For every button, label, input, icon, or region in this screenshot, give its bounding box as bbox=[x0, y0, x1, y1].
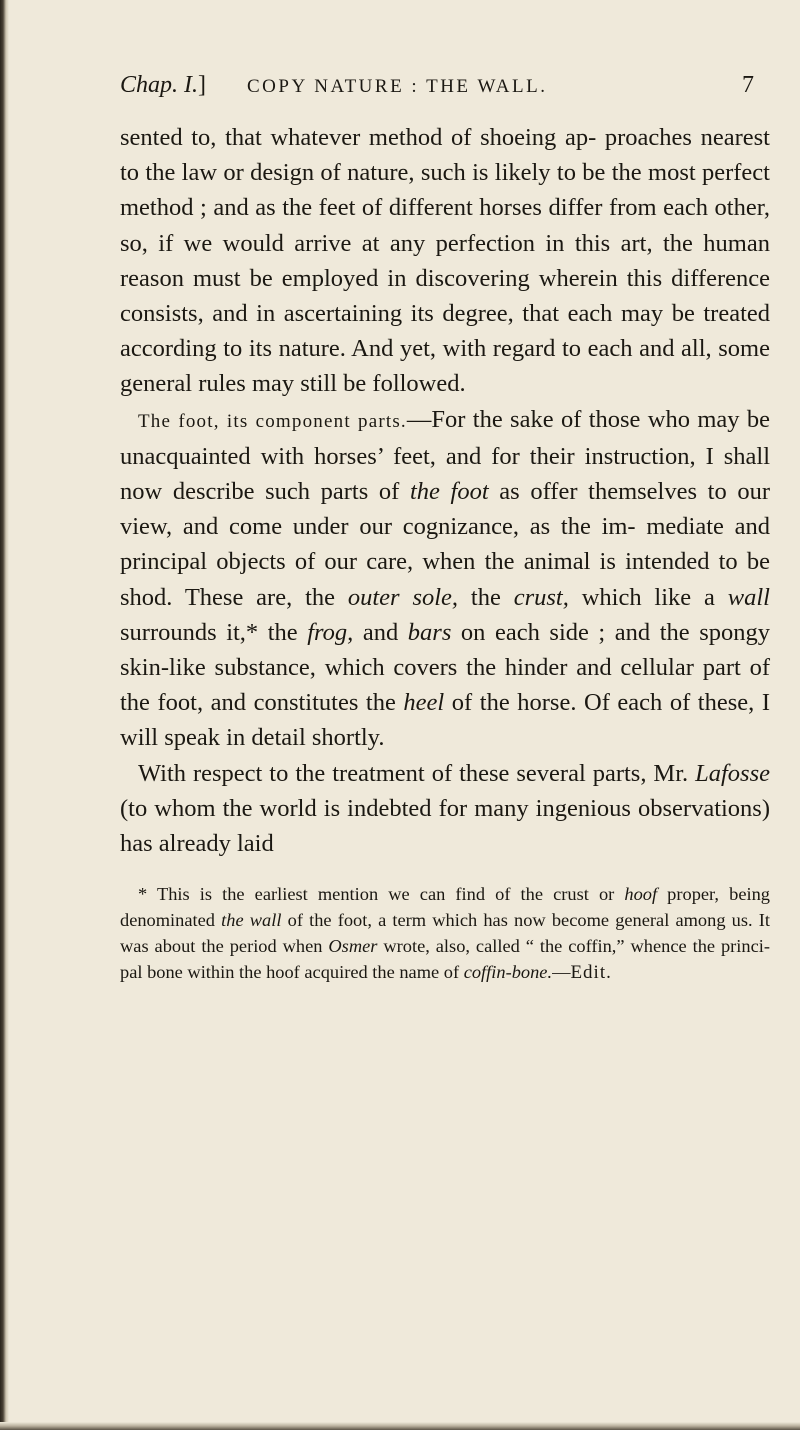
emphasis-run: coffin-bone. bbox=[463, 962, 553, 983]
emphasis-run: wall bbox=[727, 583, 770, 611]
text-run: * This is the earliest mention we can find of the crust or bbox=[138, 884, 625, 905]
text-run: as offer themselves to our view, and come under our cognizance, as the im‑ mediate and principal objects of our care, when the animal is intended to be shod. These are, the bbox=[120, 478, 770, 611]
running-title: COPY NATURE : THE WALL. bbox=[247, 76, 548, 97]
text-run: which like a bbox=[568, 583, 728, 611]
paragraph bbox=[120, 756, 770, 862]
page-gutter-shadow bbox=[0, 0, 9, 1430]
text-run: the bbox=[458, 583, 514, 611]
emphasis-run: crust, bbox=[513, 583, 569, 611]
text-run: With respect to the treatment of these several parts, Mr. bbox=[138, 759, 696, 787]
text-run: of the foot, a term which has now become general among us. It was about the period when bbox=[120, 910, 771, 957]
text-run: (to whom the world is indebted for many ingenious observations) has already laid bbox=[120, 794, 770, 858]
emphasis-run: The foot, its component parts. bbox=[138, 410, 407, 432]
text-run: wrote, also, called “ the coffin,” whence the princi‑ pal bone within the hoof acquired the name of bbox=[120, 936, 771, 983]
page-bottom-edge bbox=[0, 1422, 800, 1430]
emphasis-run: heel bbox=[403, 689, 445, 717]
text-run: — bbox=[552, 962, 571, 983]
chapter-bracket: ] bbox=[198, 72, 207, 98]
chapter-number: I. bbox=[184, 72, 199, 98]
text-run: and bbox=[353, 618, 408, 646]
text-run: of the horse. Of each of these, I will speak in detail shortly. bbox=[120, 689, 770, 752]
footnote bbox=[120, 881, 770, 986]
chapter-label: Chap. bbox=[120, 72, 179, 98]
paragraph bbox=[120, 402, 770, 756]
text-run: —For the sake of those who may be unacquainted with horses’ feet, and for their instruction, I shall now describe such parts of bbox=[120, 405, 770, 506]
running-header bbox=[120, 72, 770, 112]
emphasis-run: outer sole, bbox=[347, 583, 459, 611]
book-page bbox=[120, 72, 770, 986]
chapter-reference bbox=[120, 72, 206, 99]
text-run: proper, being denominated bbox=[120, 884, 770, 931]
emphasis-run: Edit. bbox=[570, 962, 612, 984]
emphasis-run: hoof bbox=[624, 884, 658, 905]
emphasis-run: Osmer bbox=[328, 936, 378, 957]
text-run: sented to, that whatever method of shoeing ap‑ proaches nearest to the law or design of nature, such is likely to be the most perfect method ; and as the feet of different horses differ from each other, so, if we would arrive at any perfection in this art, the human reason must be employed in discovering wherein this difference consists, and in ascertaining its degree, that each may be treated according to its nature. And yet, with regard to each and all, some general rules may still be followed. bbox=[120, 124, 770, 398]
emphasis-run: frog, bbox=[307, 618, 354, 646]
emphasis-run: bars bbox=[407, 618, 452, 646]
text-run: on each side ; and the spongy skin-like substance, which covers the hinder and cellular part of the foot, and constitutes the bbox=[120, 618, 771, 717]
emphasis-run: Lafosse bbox=[695, 759, 770, 787]
emphasis-run: the foot bbox=[409, 478, 489, 506]
text-run: surrounds it,* the bbox=[120, 618, 308, 646]
page-number: 7 bbox=[742, 72, 754, 98]
footnote-text bbox=[120, 881, 770, 986]
emphasis-run: the wall bbox=[221, 910, 282, 931]
body-text bbox=[120, 120, 770, 861]
paragraph bbox=[120, 120, 770, 402]
